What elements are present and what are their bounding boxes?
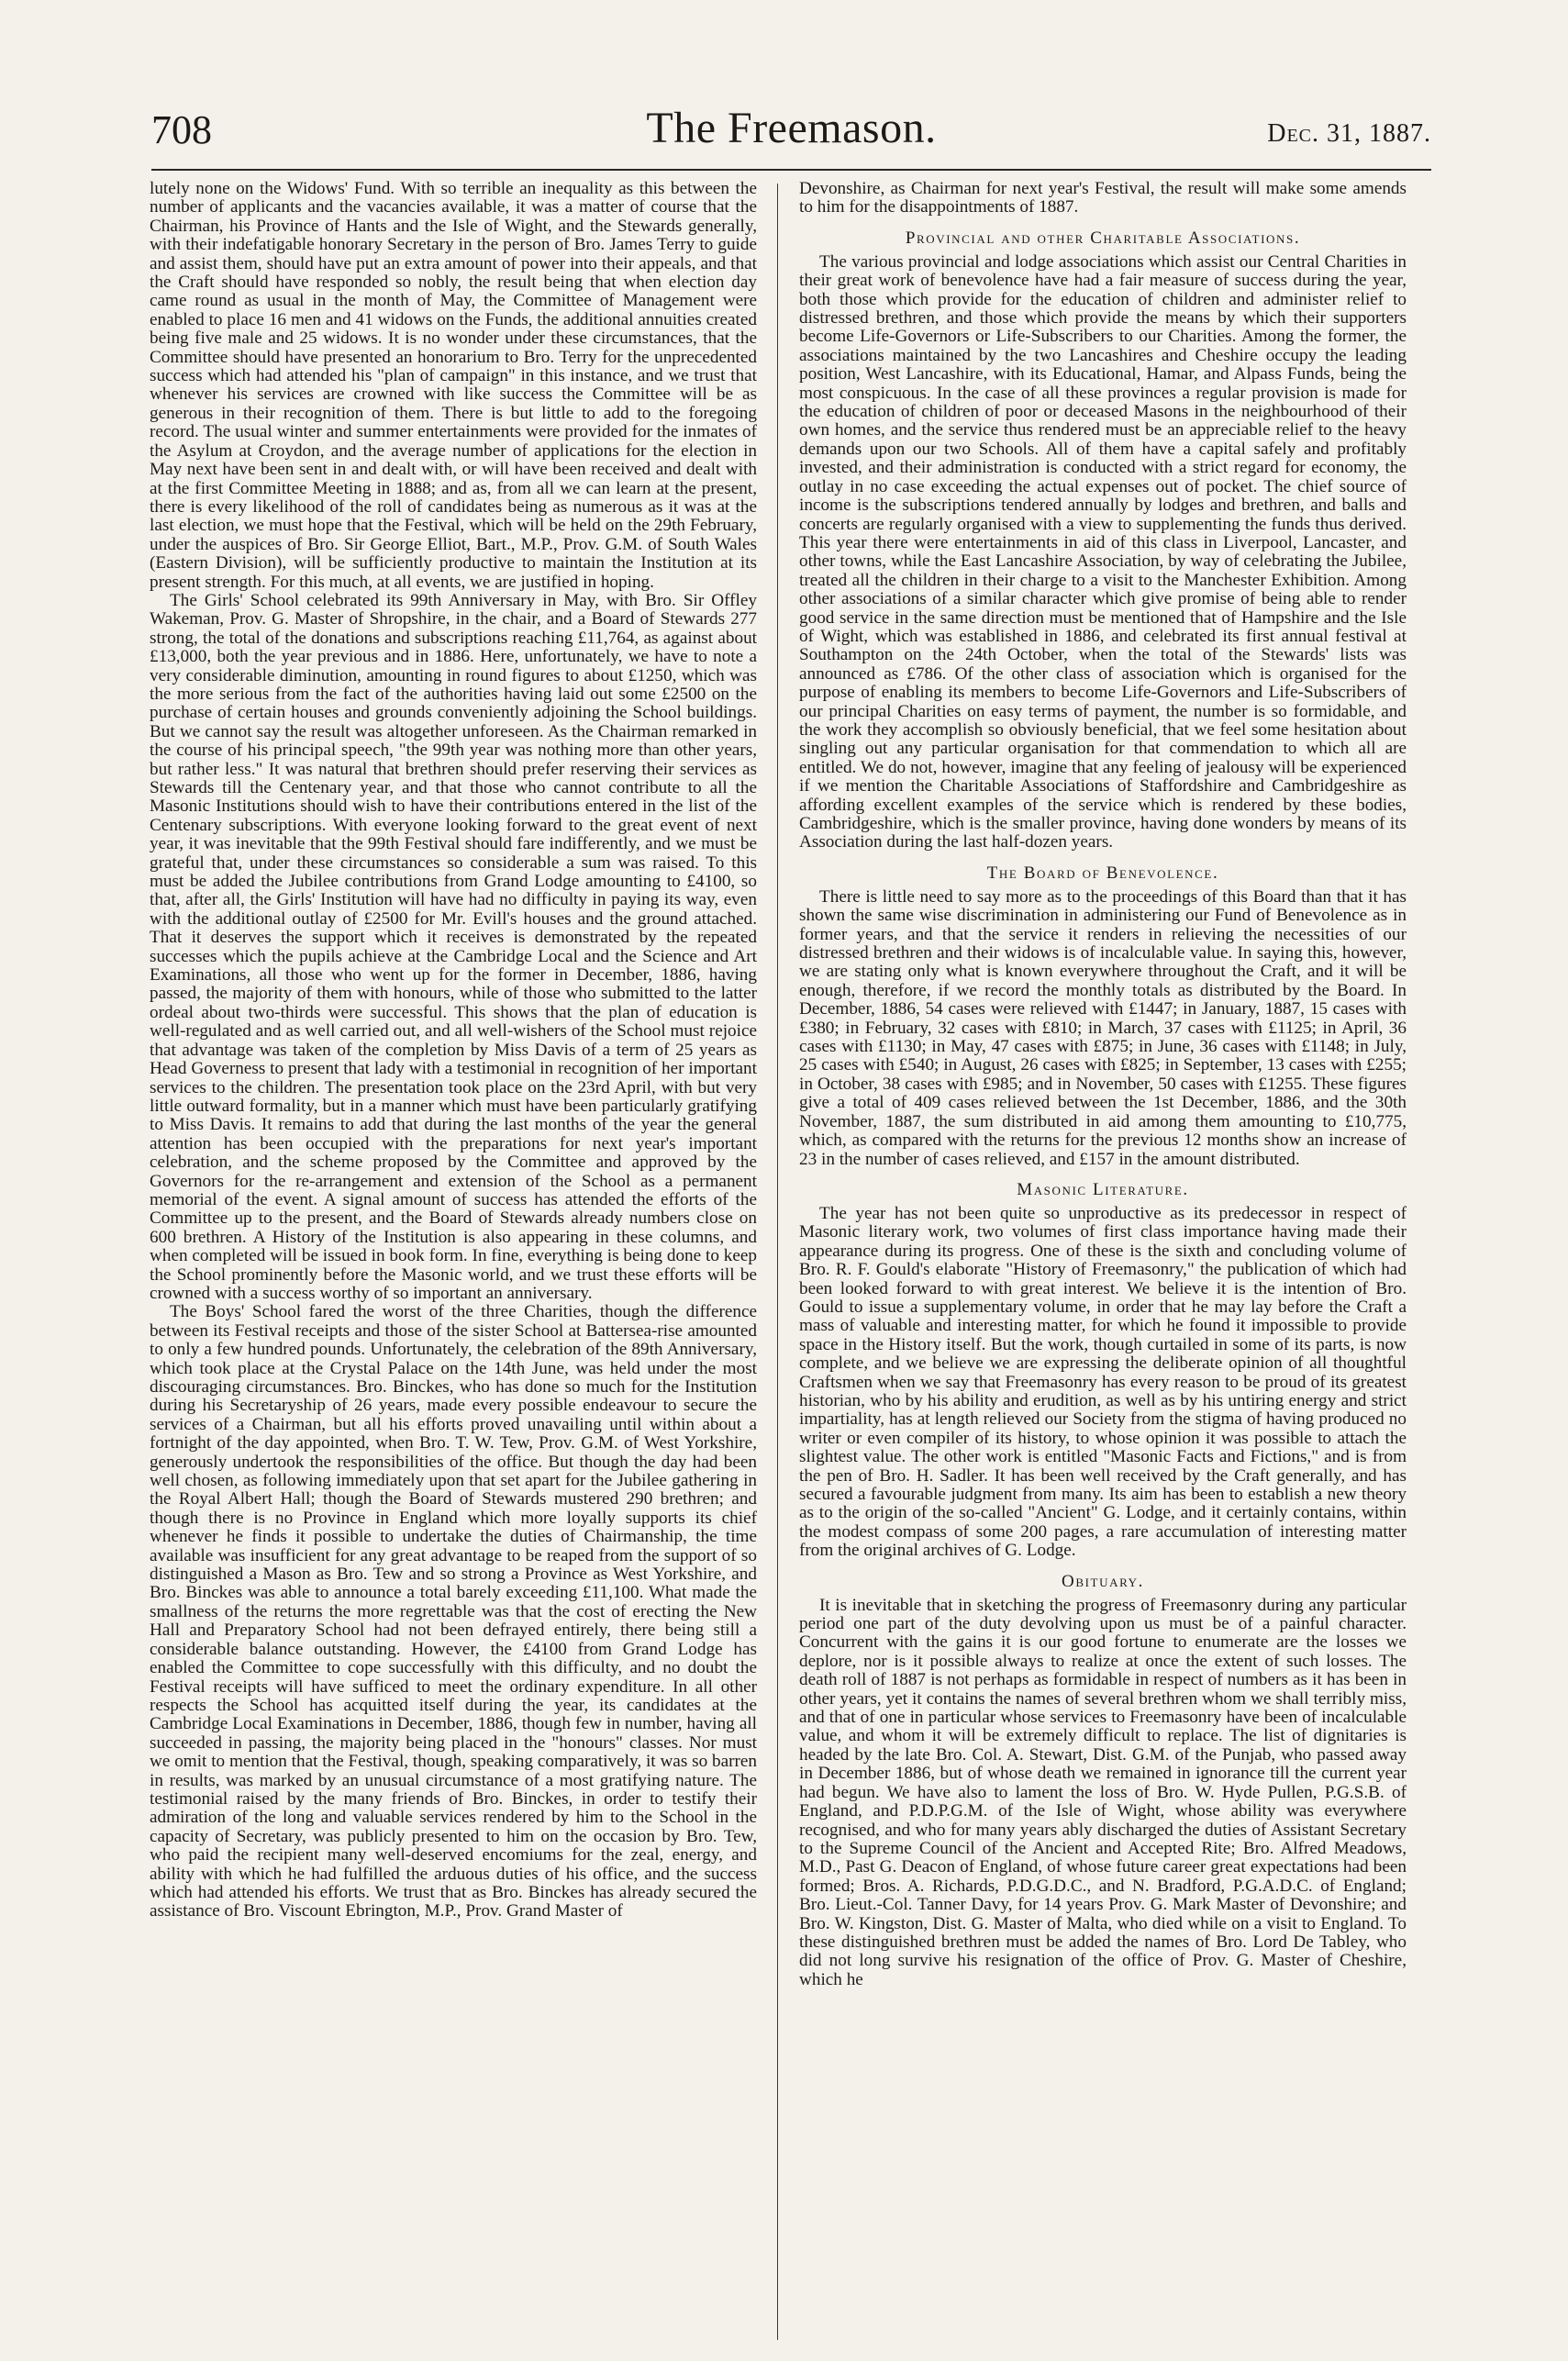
header-rule bbox=[151, 169, 1431, 171]
heading-board-of-benevolence: The Board of Benevolence. bbox=[986, 863, 1219, 883]
heading-provincial-associations: Provincial and other Charitable Associations. bbox=[905, 228, 1301, 248]
paragraph-masonic-literature: The year has not been quite so unproductive as its predecessor in respect of Masonic literary work, two volumes of first class importance having made their appearance during its progress. One of these is the sixth and concluding volume of Bro. R. F. Gould's elaborate "History of Freemasonry," the publication of which had been looked forward to with great interest. We believe it is the intention of Bro. Gould to issue a supplementary volume, in order that he may lay before the Craft a mass of valuable and interesting matter, for which he found it impossible to provide space in the History itself. But the work, though curtailed in some of its parts, is now complete, and we believe we are expressing the deliberate opinion of all thoughtful Craftsmen when we say that Freemasonry has every reason to be proud of its greatest historian, who by his ability and erudition, as well as by his untiring energy and strict impartiality, has at length relieved our Society from the stigma of having produced no writer or even compiler of its history, to whose opinion it was possible to attach the slightest value. The other work is entitled "Masonic Facts and Fictions," and is from the pen of Bro. H. Sadler. It has been well received by the Craft generally, and has secured a favourable judgment from many. Its aim has been to establish a new theory as to the origin of the so-called "Ancient" G. Lodge, and it certainly contains, within the modest compass of some 200 pages, a rare accumulation of interesting matter from the original archives of G. Lodge. bbox=[799, 1203, 1407, 1561]
publication-title: The Freemason. bbox=[646, 104, 937, 152]
paragraph-obituary: It is inevitable that in sketching the progress of Freemasonry during any particular period one part of the duty devolving upon us must be of a painful character. Concurrent with the gains it is our good fortune to enumerate are the losses we deplore, nor is it possible always to realize at once the extent of such losses. The death roll of 1887 is not perhaps as formidable in respect of numbers as it has been in other years, yet it contains the names of several brethren whom we shall terribly miss, and that of one in particular whose services to Freemasonry have been of incalculable value, and whom it will be extremely difficult to replace. The list of dignitaries is headed by the late Bro. Col. A. Stewart, Dist. G.M. of the Punjab, who passed away in December 1886, but of whose death we remained in ignorance till the current year had begun. We have also to lament the loss of Bro. W. Hyde Pullen, P.G.S.B. of England, and P.D.P.G.M. of the Isle of Wight, whose ability was everywhere recognised, and who for many years ably discharged the duties of Assistant Secretary to the Supreme Council of the Ancient and Accepted Rite; Bro. Alfred Meadows, M.D., Past G. Deacon of England, of whose future career great expectations had been formed; Bros. A. Richards, P.D.G.D.C., and N. Bradford, P.G.A.D.C. of England; Bro. Lieut.-Col. Tanner Davy, for 14 years Prov. G. Mark Master of Devonshire; and Bro. W. Kingston, Dist. G. Master of Malta, who died while on a visit to England. To these distinguished brethren must be added the names of Bro. Lord De Tabley, who did not long survive his resignation of the office of Prov. G. Master of Cheshire, which he bbox=[799, 1595, 1407, 1989]
paragraph-widows-fund: lutely none on the Widows' Fund. With so terrible an inequality as this between the number of applicants and the vacancies available, it was a matter of course that the Chairman, his Province of Hants and the Isle of Wight, and the Stewards generally, with their indefatigable honorary Secretary in the person of Bro. James Terry to guide and assist them, should have put an extra amount of power into their appeals, and that the Craft should have responded so nobly, the result being that when election day came round as usual in the month of May, the Committee of Management were enabled to place 16 men and 41 widows on the Funds, the additional annuities created being five male and 25 widows. It is no wonder under these circumstances, that the Committee should have presented an honorarium to Bro. Terry for the unprecedented success which had attended his "plan of campaign" in this instance, and we trust that whenever his services are crowned with like success the Committee will be as generous in their recognition of them. There is but little to add to the foregoing record. The usual winter and summer entertainments were provided for the inmates of the Asylum at Croydon, and the average number of applications for the election in May next have been sent in and dealt with, or will have been received and dealt with at the first Committee Meeting in 1888; and as, from all we can learn at the present, there is every likelihood of the roll of candidates being as numerous as it was at the last election, we must hope that the Festival, which will be held on the 29th February, under the auspices of Bro. Sir George Elliot, Bart., M.P., Prov. G.M. of South Wales (Eastern Division), will be sufficiently productive to maintain the Institution at its present strength. For this much, at all events, we are justified in hoping. bbox=[150, 180, 757, 592]
paragraph-provincial-associations: The various provincial and lodge associations which assist our Central Charities in their great work of benevolence have had a fair measure of success during the year, both those which provide for the education of children and administer relief to distressed brethren, and those which provide the means by which their supporters become Life-Governors or Life-Subscribers to our Charities. Among the former, the associations maintained by the two Lancashires and Cheshire occupy the leading position, West Lancashire, with its Educational, Hamar, and Alpass Funds, being the most conspicuous. In the case of all these provinces a regular provision is made for the education of children of poor or deceased Masons in the neighbourhood of their own homes, and the service thus rendered must be an appreciable relief to the heavy demands upon our two Schools. All of them have a capital safely and profitably invested, and their administration is conducted with a strict regard for economy, the outlay in no case exceeding the actual expenses out of pocket. The chief source of income is the subscriptions tendered annually by lodges and brethren, and balls and concerts are regularly organised with a view to supplementing the funds thus derived. This year there were entertainments in aid of this class in Liverpool, Lancaster, and other towns, while the East Lancashire Association, by way of celebrating the Jubilee, treated all the children in their charge to a visit to the Manchester Exhibition. Among other associations of a similar character which give promise of being able to render good service in the same direction must be mentioned that of Hampshire and the Isle of Wight, which was established in 1886, and celebrated its first annual festival at Southampton on the 24th October, when the total of the Stewards' lists was announced as £786. Of the other class of association which is organised for the purpose of enabling its members to become Life-Governors and Life-Subscribers of our principal Charities on easy terms of payment, the number is so formidable, and the work they accomplish so obviously beneficial, that we feel some hesitation about singling out any particular organisation for that commendation to which all are entitled. We do not, however, imagine that any feeling of jealousy will be experienced if we mention the Charitable Associations of Staffordshire and Cambridgeshire as affording excellent examples of the service which is rendered by these bodies, Cambridgeshire, which is the smaller province, having done wonders by means of its Association during the last half-dozen years. bbox=[799, 251, 1407, 852]
column-divider bbox=[777, 184, 778, 2340]
issue-date: Dec. 31, 1887. bbox=[1267, 119, 1431, 148]
right-column bbox=[799, 180, 1407, 2350]
heading-obituary: Obituary. bbox=[1062, 1571, 1144, 1591]
paragraph-board-of-benevolence: There is little need to say more as to the proceedings of this Board than that it has shown the same wise discrimination in administering our Fund of Benevolence as in former years, and that the service it renders in relieving the necessities of our distressed brethren and their widows is of incalculable value. In saying this, however, we are stating only what is known everywhere throughout the Craft, and it will be enough, therefore, if we record the monthly totals as distributed by the Board. In December, 1886, 54 cases were relieved with £1447; in January, 1887, 15 cases with £380; in February, 32 cases with £810; in March, 37 cases with £1125; in April, 36 cases with £1130; in May, 47 cases with £875; in June, 36 cases with £1148; in July, 25 cases with £540; in August, 26 cases with £825; in September, 13 cases with £255; in October, 38 cases with £985; and in November, 50 cases with £1255. These figures give a total of 409 cases relieved between the 1st December, 1886, and the 30th November, 1887, the sum distributed in aid among them amounting to £10,775, which, as compared with the returns for the previous 12 months show an increase of 23 in the number of cases relieved, and £157 in the amount distributed. bbox=[799, 886, 1407, 1169]
heading-masonic-literature: Masonic Literature. bbox=[1017, 1179, 1189, 1199]
masthead bbox=[151, 103, 1431, 165]
paragraph-boys-school: The Boys' School fared the worst of the three Charities, though the difference between its Festival receipts and those of the sister School at Battersea-rise amounted to only a few hundred pounds. Unfortunately, the celebration of the 89th Anniversary, which took place at the Crystal Palace on the 14th June, was held under the most discouraging circumstances. Bro. Binckes, who has done so much for the Institution during his Secretaryship of 26 years, made every possible endeavour to secure the services of a Chairman, but all his efforts proved unavailing until within about a fortnight of the day appointed, when Bro. T. W. Tew, Prov. G.M. of West Yorkshire, generously undertook the responsibilities of the office. But though the day had been well chosen, as following immediately upon that set apart for the Jubilee gathering in the Royal Albert Hall; though the Board of Stewards mustered 290 brethren; and though there is no Province in England which more loyally supports its chief whenever he finds it possible to undertake the duties of Chairmanship, the time available was insufficient for any great advantage to be reaped from the support of so distinguished a Mason as Bro. Tew and so strong a Province as West Yorkshire, and Bro. Binckes was able to announce a total barely exceeding £11,100. What made the smallness of the returns the more regrettable was that the cost of erecting the New Hall and Preparatory School had not been defrayed entirely, there being still a considerable balance outstanding. However, the £4100 from Grand Lodge has enabled the Committee to cope successfully with this difficulty, and no doubt the Festival receipts will have sufficed to meet the ordinary expenditure. In all other respects the School has acquitted itself during the year, its candidates at the Cambridge Local Examinations in December, 1886, though few in number, having all succeeded in passing, the majority being placed in the "honours" classes. Nor must we omit to mention that the Festival, though, speaking comparatively, it was so barren in results, was marked by an unusual circumstance of a most gratifying nature. The testimonial raised by the many friends of Bro. Binckes, in order to testify their admiration of the long and valuable services rendered by him to the School in the capacity of Secretary, was publicly presented to him on the occasion by Bro. Tew, who paid the recipient many well-deserved encomiums for the zeal, energy, and ability with which he had fulfilled the arduous duties of his office, and the success which had attended his efforts. We trust that as Bro. Binckes has already secured the assistance of Bro. Viscount Ebrington, M.P., Prov. Grand Master of bbox=[150, 1302, 757, 1921]
left-column bbox=[150, 180, 757, 2350]
paragraph-devonshire: Devonshire, as Chairman for next year's Festival, the result will make some amends to him for the disappointments of 1887. bbox=[799, 180, 1407, 217]
paragraph-girls-school: The Girls' School celebrated its 99th Anniversary in May, with Bro. Sir Offley Wakeman, Prov. G. Master of Shropshire, in the chair, and a Board of Stewards 277 strong, the total of the donations and subscriptions reaching £11,764, as against about £13,000, both the year previous and in 1886. Here, unfortunately, we have to note a very considerable diminution, amounting in round figures to about £1250, which was the more serious from the fact of the authorities having laid out some £2500 on the purchase of certain houses and grounds conveniently adjoining the School buildings. But we cannot say the result was altogether unforeseen. As the Chairman remarked in the course of his principal speech, "the 99th year was nothing more than other years, but rather less." It was natural that brethren should prefer reserving their services as Stewards till the Centenary year, and that those who cannot contribute to all the Masonic Institutions should wish to have their contributions entered in the list of the Centenary subscriptions. With everyone looking forward to the great event of next year, it was inevitable that the 99th Festival should fare indifferently, and we must be grateful that, under these circumstances so considerable a sum was raised. To this must be added the Jubilee contributions from Grand Lodge amounting to £4100, so that, after all, the Girls' Institution will have had no difficulty in paying its way, even with the additional outlay of £2500 for Mr. Evill's houses and the ground attached. That it deserves the support which it receives is demonstrated by the repeated successes which the pupils achieve at the Cambridge Local and the Science and Art Examinations, all those who went up for the former in December, 1886, having passed, the majority of them with honours, while of those who submitted to the latter ordeal about two-thirds were successful. This shows that the plan of education is well-regulated and as well carried out, and all well-wishers of the School must rejoice that advantage was taken of the completion by Miss Davis of a term of 25 years as Head Governess to present that lady with a testimonial in recognition of her important services to the children. The presentation took place on the 23rd April, with but very little outward formality, but in a manner which must have been particularly gratifying to Miss Davis. It remains to add that during the last months of the year the general attention has been occupied with the preparations for next year's important celebration, and the scheme proposed by the Committee and approved by the Governors for the re-arrangement and extension of the School as a permanent memorial of the event. A signal amount of success has attended the efforts of the Committee up to the present, and the Board of Stewards already numbers close on 600 brethren. A History of the Institution is also appearing in these columns, and when completed will be issued in book form. In fine, everything is being done to keep the School prominently before the Masonic world, and we trust these efforts will be crowned with a success worthy of so important an anniversary. bbox=[150, 590, 757, 1303]
page-number: 708 bbox=[151, 107, 212, 152]
